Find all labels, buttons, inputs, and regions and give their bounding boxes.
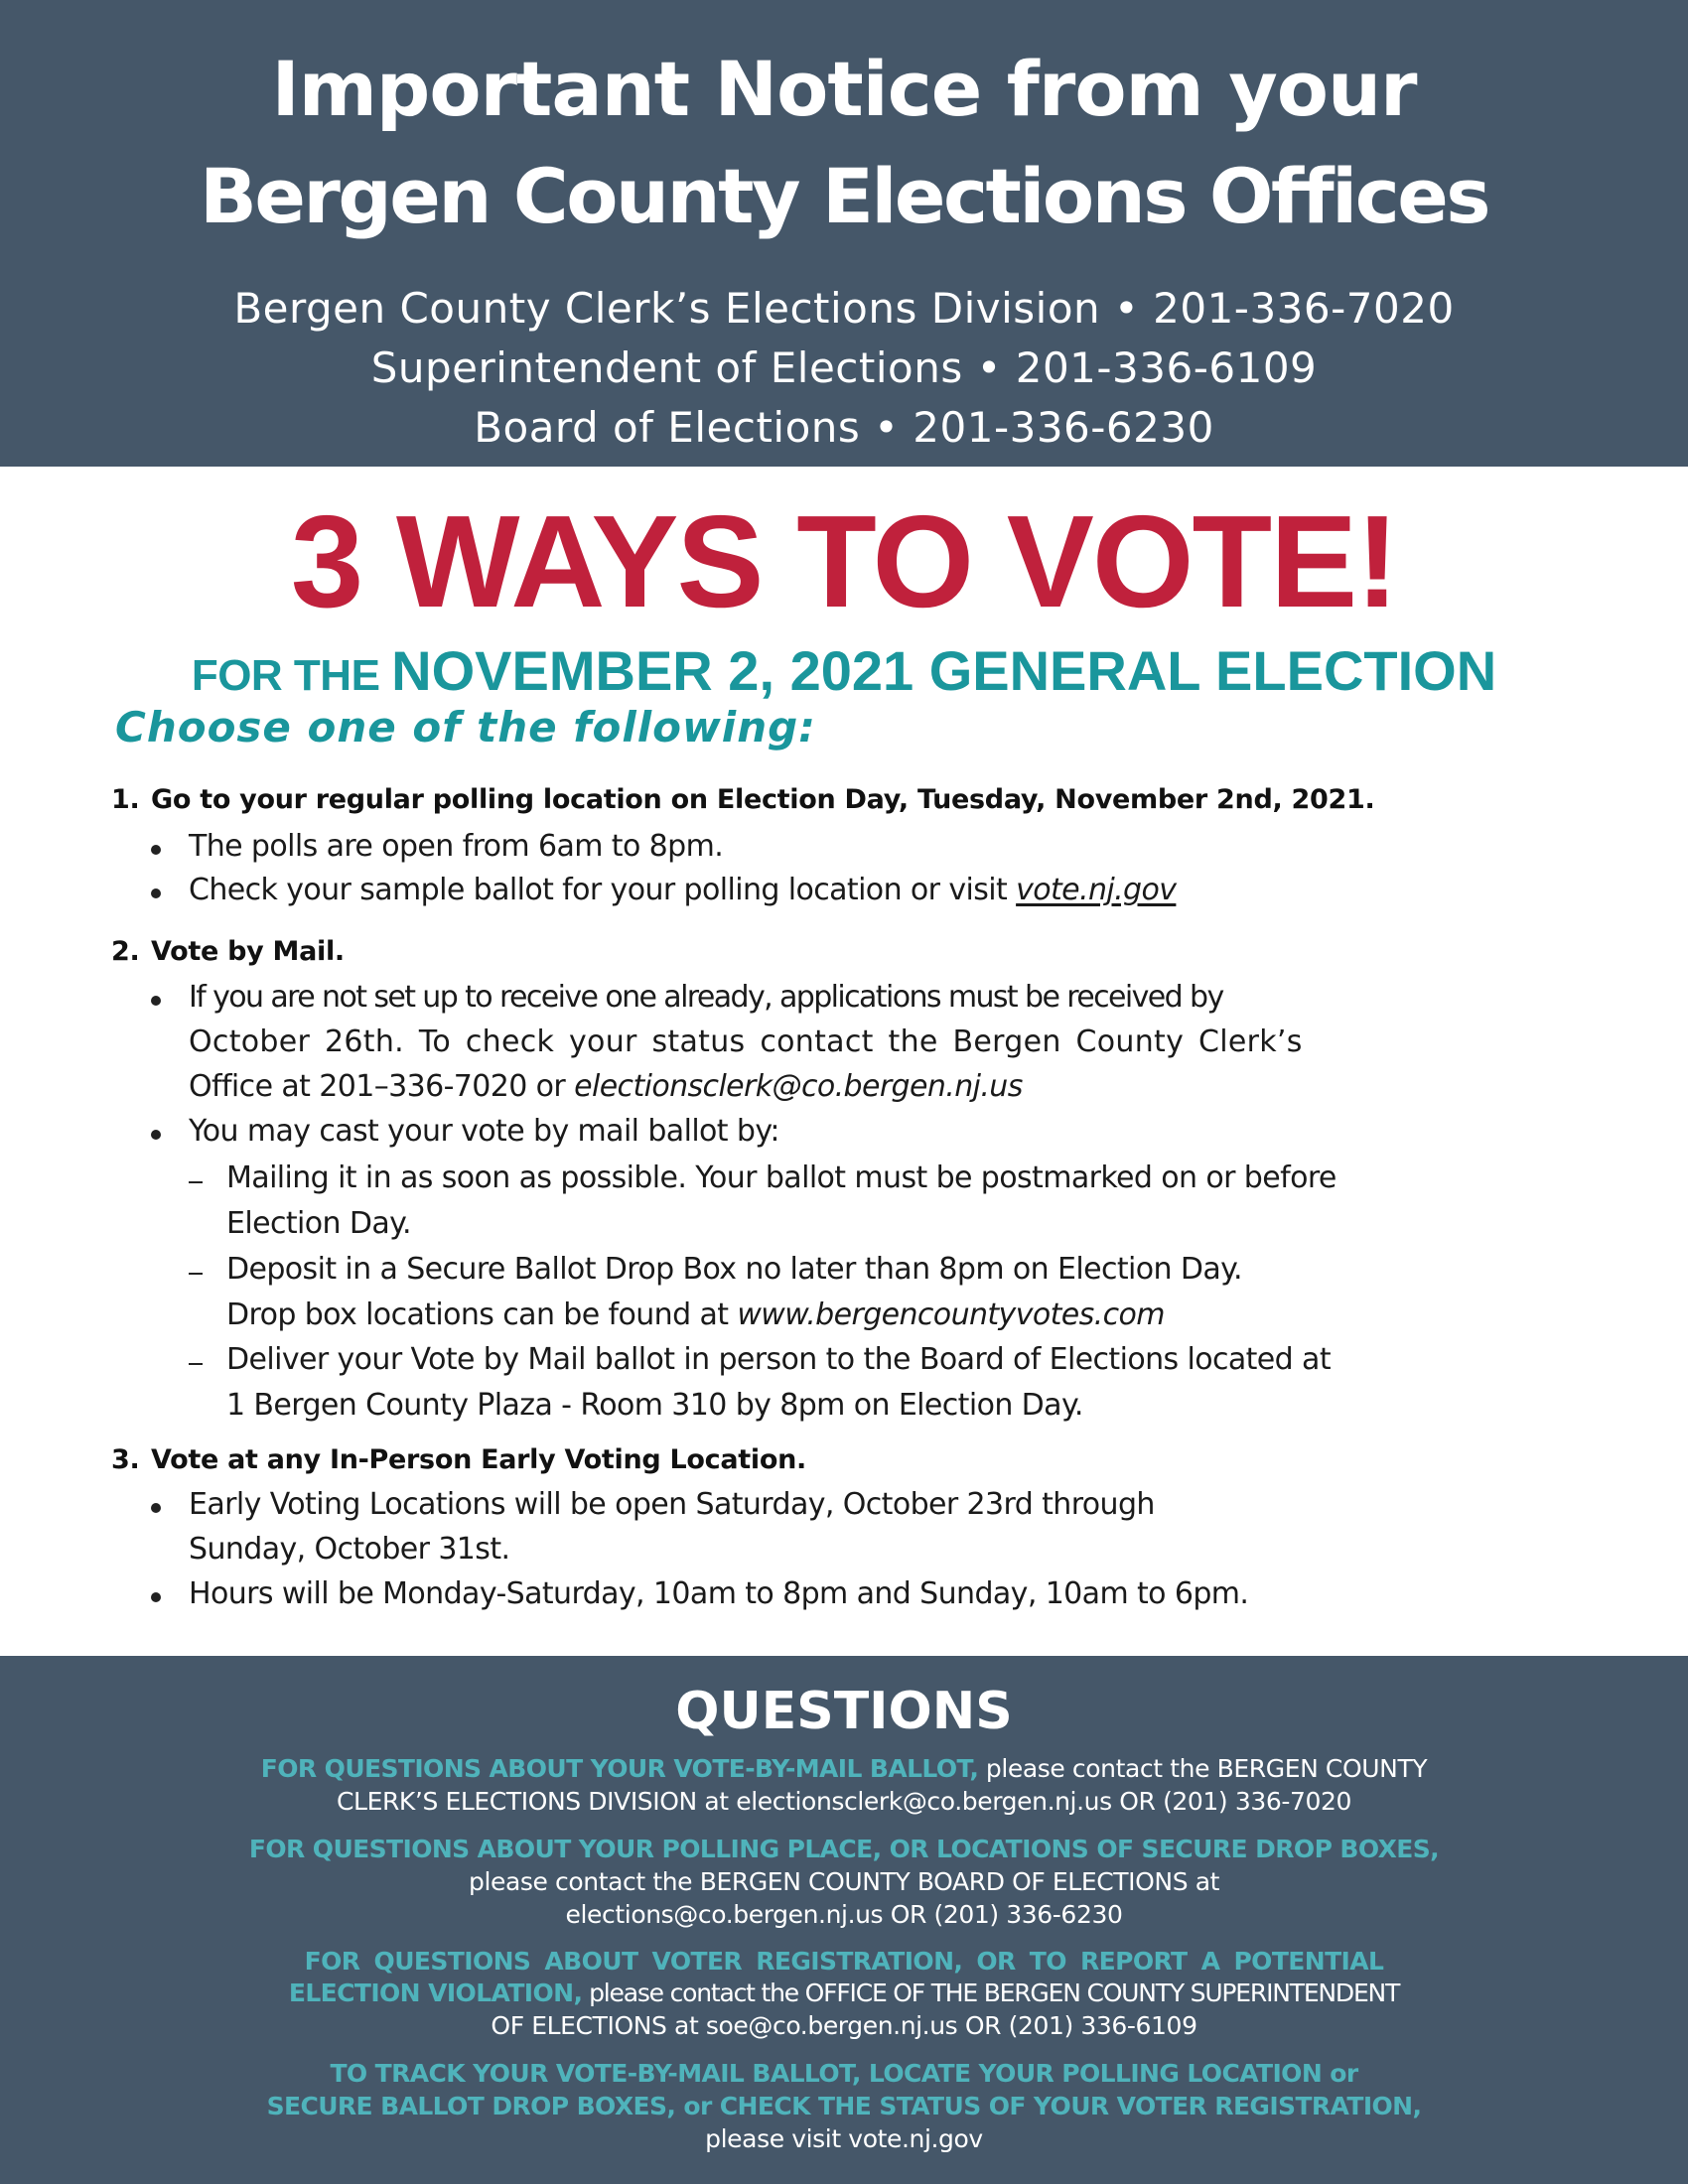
question-registration-line-3: OF ELECTIONS at soe@co.bergen.nj.us OR (201) 336-6109 <box>491 2011 1197 2040</box>
bullet-separator: • <box>874 403 900 452</box>
track-visit-line: please visit vote.nj.gov <box>705 2124 983 2153</box>
dash-icon <box>189 1273 203 1275</box>
bullet-text: Sunday, October 31st. <box>189 1532 510 1567</box>
vote-nj-gov-link[interactable]: vote.nj.gov <box>1016 873 1177 907</box>
questions-title: QUESTIONS <box>675 1682 1013 1741</box>
questions-band <box>0 1656 1688 2184</box>
track-highlight-line-2: SECURE BALLOT DROP BOXES, or CHECK THE STATUS OF YOUR VOTER REGISTRATION, <box>266 2092 1422 2120</box>
bullet-separator: • <box>1114 284 1140 333</box>
election-subhead <box>0 639 1688 702</box>
contact-superintendent <box>0 343 1688 392</box>
bullet-icon <box>151 1503 161 1513</box>
bullet-text: October 26th. To check your status contact the Bergen County Clerk’s <box>189 1024 1303 1059</box>
bullet-text-prefix: Office at 201–336-7020 or <box>189 1069 575 1104</box>
subitem-text: Mailing it in as soon as possible. Your ballot must be postmarked on or before <box>226 1160 1336 1195</box>
bullet-text-prefix: Check your sample ballot for your polling location or visit <box>189 873 1017 907</box>
question-highlight: ELECTION VIOLATION, <box>288 1979 583 2007</box>
question-vbm-line-1 <box>0 1756 1688 1781</box>
bullet-text: Hours will be Monday-Saturday, 10am to 8pm and Sunday, 10am to 6pm. <box>189 1576 1249 1611</box>
option-number: 1. <box>111 784 140 815</box>
option-2-heading <box>111 938 345 965</box>
question-highlight: FOR QUESTIONS ABOUT YOUR VOTE-BY-MAIL BALLOT, <box>260 1754 979 1783</box>
question-text: please contact the BERGEN COUNTY <box>978 1754 1428 1783</box>
subitem-text <box>226 1297 1165 1332</box>
option-number: 3. <box>111 1444 140 1475</box>
contact-phone: 201-336-6109 <box>1015 343 1318 392</box>
dash-icon <box>189 1181 203 1183</box>
question-polling-highlight: FOR QUESTIONS ABOUT YOUR POLLING PLACE, OR LOCATIONS OF SECURE DROP BOXES, <box>248 1835 1440 1863</box>
contact-office: Board of Elections <box>474 403 861 452</box>
title-line-2: Bergen County Elections Offices <box>199 152 1489 240</box>
subhead-main: NOVEMBER 2, 2021 GENERAL ELECTION <box>391 639 1497 702</box>
option-number: 2. <box>111 936 140 967</box>
subitem-text: 1 Bergen County Plaza - Room 310 by 8pm on Election Day. <box>226 1388 1083 1423</box>
question-polling-line-3: elections@co.bergen.nj.us OR (201) 336-6230 <box>565 1900 1123 1929</box>
question-registration-line-2 <box>0 1980 1688 2005</box>
contact-phone: 201-336-7020 <box>1153 284 1455 333</box>
bullet-text: The polls are open from 6am to 8pm. <box>189 829 724 864</box>
bullet-text <box>189 873 1177 907</box>
header-band <box>0 0 1688 467</box>
bullet-text <box>189 1069 1023 1104</box>
question-polling-line-2: please contact the BERGEN COUNTY BOARD OF ELECTIONS at <box>468 1867 1220 1896</box>
contact-phone: 201-336-6230 <box>913 403 1214 452</box>
headline: 3 WAYS TO VOTE! <box>290 488 1398 634</box>
subitem-text-prefix: Drop box locations can be found at <box>226 1297 738 1332</box>
option-title: Go to your regular polling location on Election Day, Tuesday, November 2nd, 2021. <box>151 784 1375 815</box>
option-1-heading <box>111 786 1374 813</box>
subitem-text: Deliver your Vote by Mail ballot in person to the Board of Elections located at <box>226 1342 1331 1377</box>
bullet-text: You may cast your vote by mail ballot by: <box>189 1114 779 1149</box>
bullet-icon <box>151 1130 161 1140</box>
subhead-prefix: FOR THE <box>191 651 392 700</box>
bullet-text: Early Voting Locations will be open Saturday, October 23rd through <box>189 1487 1155 1522</box>
bullet-text: If you are not set up to receive one already, applications must be received by <box>189 980 1223 1015</box>
subitem-text: Deposit in a Secure Ballot Drop Box no later than 8pm on Election Day. <box>226 1252 1242 1287</box>
option-3-heading <box>111 1446 806 1473</box>
title-line-1: Important Notice from your <box>271 45 1417 133</box>
question-vbm-line-2: CLERK’S ELECTIONS DIVISION at electionsclerk@co.bergen.nj.us OR (201) 336-7020 <box>336 1787 1351 1816</box>
bullet-icon <box>151 1592 161 1602</box>
bergencountyvotes-link[interactable]: www.bergencountyvotes.com <box>737 1297 1165 1332</box>
bullet-icon <box>151 888 161 898</box>
choose-instruction: Choose one of the following: <box>115 703 816 751</box>
option-title: Vote at any In-Person Early Voting Location. <box>151 1444 806 1475</box>
track-highlight-line-1: TO TRACK YOUR VOTE-BY-MAIL BALLOT, LOCATE YOUR POLLING LOCATION or <box>330 2059 1358 2088</box>
bullet-icon <box>151 845 161 855</box>
option-title: Vote by Mail. <box>151 936 345 967</box>
bullet-icon <box>151 996 161 1006</box>
subitem-text: Election Day. <box>226 1206 411 1241</box>
clerk-email-link[interactable]: electionsclerk@co.bergen.nj.us <box>574 1069 1023 1104</box>
contact-board <box>0 403 1688 452</box>
question-registration-highlight: FOR QUESTIONS ABOUT VOTER REGISTRATION, OR TO REPORT A POTENTIAL <box>304 1947 1384 1976</box>
dash-icon <box>189 1363 203 1365</box>
bullet-separator: • <box>976 343 1002 392</box>
contact-clerk <box>0 284 1688 333</box>
contact-office: Bergen County Clerk’s Elections Division <box>233 284 1101 333</box>
contact-office: Superintendent of Elections <box>370 343 963 392</box>
question-text: please contact the OFFICE OF THE BERGEN COUNTY SUPERINTENDENT <box>582 1979 1400 2007</box>
